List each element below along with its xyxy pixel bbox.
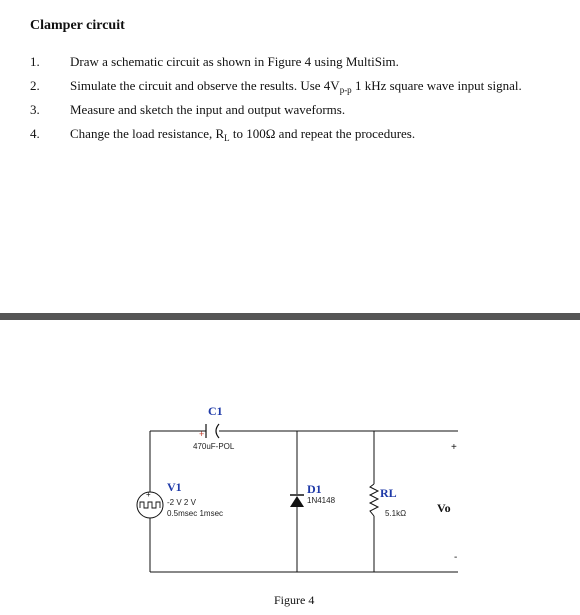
capacitor-c1: [193, 404, 235, 451]
step-text-post: 1 kHz square wave input signal.: [351, 78, 522, 93]
section-title: Clamper circuit: [30, 18, 125, 33]
diode-ref: D1: [307, 482, 322, 496]
step-text-pre: Change the load resistance, R: [70, 126, 225, 141]
step-number: 1.: [30, 54, 40, 69]
step-number: 4.: [30, 126, 40, 141]
step-text-subscript: p-p: [339, 85, 352, 95]
output-label: Vo: [437, 501, 451, 515]
figure-caption: Figure 4: [274, 593, 315, 607]
diode-value: 1N4148: [307, 496, 336, 505]
output-plus: +: [451, 442, 457, 453]
output-minus: -: [454, 552, 458, 563]
source-ref: V1: [167, 480, 182, 494]
step-number: 3.: [30, 102, 40, 117]
source-timing: 0.5msec 1msec: [167, 509, 224, 518]
resistor-rl: [370, 484, 406, 518]
resistor-ref: RL: [380, 486, 397, 500]
source-polarity: +: [146, 490, 151, 499]
step-number: 2.: [30, 78, 40, 93]
step-text: Measure and sketch the input and output waveforms.: [70, 102, 346, 117]
step-text: Draw a schematic circuit as shown in Figure 4 using MultiSim.: [70, 54, 399, 69]
capacitor-ref: C1: [208, 404, 223, 418]
step-text-subscript: L: [224, 133, 230, 143]
step-text-post: to 100Ω and repeat the procedures.: [229, 126, 416, 141]
step-text-pre: Simulate the circuit and observe the results. Use 4V: [70, 78, 340, 93]
resistor-zigzag: [370, 484, 378, 516]
output-terminals: [437, 442, 457, 563]
circuit-wires: [150, 431, 458, 572]
capacitor-polarity: +: [199, 429, 205, 439]
capacitor-curved-plate: [216, 424, 219, 438]
capacitor-value: 470uF-POL: [193, 442, 235, 451]
source-amplitude: -2 V 2 V: [167, 498, 196, 507]
diode-triangle: [290, 496, 304, 507]
resistor-value: 5.1kΩ: [385, 509, 407, 518]
